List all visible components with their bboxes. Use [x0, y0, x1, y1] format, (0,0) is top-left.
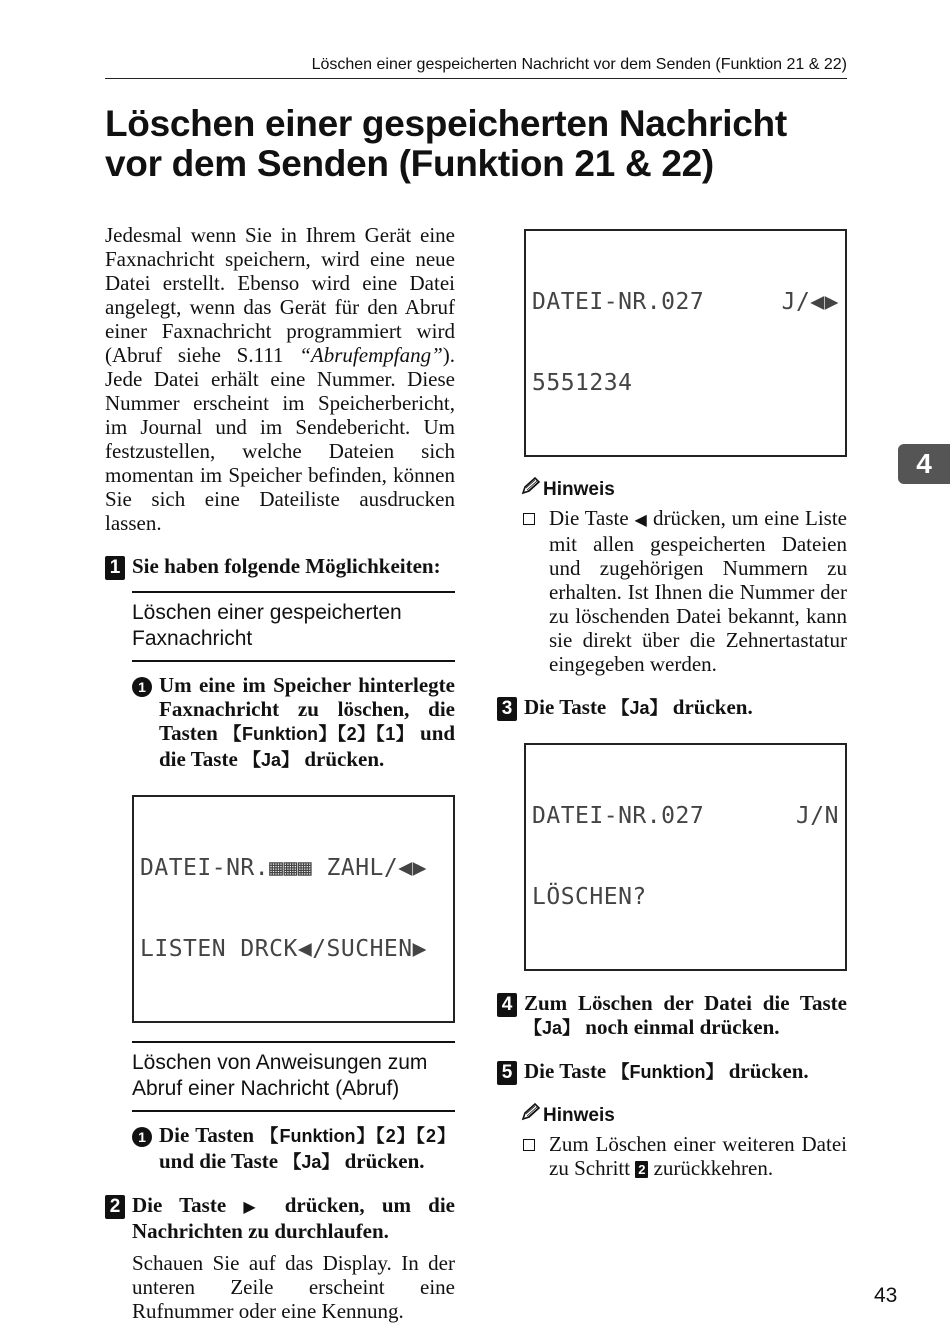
step-number: 3: [497, 697, 517, 721]
note-item: [521, 1132, 847, 1180]
right-column: [497, 229, 847, 1180]
option-title: Löschen von Anweisungen zum Abruf einer Nachricht (Abruf): [132, 1051, 428, 1100]
substep-2: [132, 1123, 455, 1175]
checkbox-bullet-icon: [523, 1139, 535, 1151]
substep-text: Die Tasten 【Funktion】【2】【2】 und die Taste 【Ja】 drücken.: [159, 1123, 456, 1173]
lcd-line-1: DATEI-NR.027 J/N: [532, 803, 839, 829]
option-box-2: [132, 1041, 455, 1112]
key-funktion: Funktion: [279, 1126, 356, 1146]
key-2: 2: [385, 1126, 396, 1146]
pencil-icon: [521, 477, 543, 502]
note-item: [521, 506, 847, 676]
step-text: Die Taste 【Ja】 drücken.: [524, 695, 753, 719]
page-title: [105, 104, 865, 184]
step-2: [105, 1193, 455, 1243]
key-ja: Ja: [542, 1018, 563, 1038]
lcd-line-2: 5551234: [532, 370, 633, 396]
lcd-display-list: [132, 795, 455, 1023]
option-title: Löschen einer gespeicherten Faxnachricht: [132, 601, 402, 650]
cross-reference: “Abrufempfang”: [299, 343, 443, 367]
step-number: 2: [105, 1195, 125, 1219]
step-5: [497, 1059, 847, 1085]
lcd-line-2: LISTEN DRCK◀/SUCHEN▶: [140, 936, 427, 962]
intro-text: Jedesmal wenn Sie in Ihrem Gerät eine Faxnachricht speichern, wird eine neue Datei erstellt. Ebenso wird eine Datei angelegt, wenn das Gerät für den Abruf einer Faxnachricht programmiert wird (Abruf siehe S.111: [105, 223, 455, 367]
header-rule: [105, 78, 847, 79]
lcd-line-1: DATEI-NR.027 J/◀▶: [532, 289, 839, 315]
note-2: [497, 1103, 847, 1180]
key-funktion: Funktion: [629, 1062, 706, 1082]
step-number: 4: [497, 993, 517, 1017]
step-4: [497, 991, 847, 1041]
step-3: [497, 695, 847, 721]
step-text: Zum Löschen der Datei die Taste 【Ja】 noch einmal drücken.: [524, 991, 847, 1039]
left-column: [105, 223, 455, 1323]
right-arrow-icon: ▶: [412, 936, 427, 962]
left-arrow-icon: ◀: [634, 510, 648, 529]
note-heading: Hinweis: [521, 1103, 847, 1128]
lcd-line-1: DATEI-NR.▦▦▦ ZAHL/◀▶: [140, 855, 427, 881]
note-1: [497, 477, 847, 676]
step-1: [105, 554, 455, 578]
key-2: 2: [425, 1126, 436, 1146]
chapter-tab: 4: [898, 444, 950, 484]
step-2-body: Schauen Sie auf das Display. In der unteren Zeile erscheint eine Rufnummer oder eine Kennung.: [132, 1251, 455, 1323]
note-text: Zum Löschen einer weiteren Datei zu Schritt 2 zurückkehren.: [549, 1132, 847, 1180]
substep-number: 1: [132, 1127, 152, 1147]
lcd-display-delete: [524, 743, 847, 971]
key-2: 2: [346, 724, 357, 744]
key-ja: Ja: [629, 698, 650, 718]
substep-number: 1: [132, 677, 152, 697]
key-ja: Ja: [301, 1152, 322, 1172]
step-number: 1: [105, 556, 125, 580]
checkbox-bullet-icon: [523, 513, 535, 525]
option-box-1: [132, 591, 455, 662]
pencil-icon: [521, 1103, 543, 1128]
step-reference-badge: 2: [635, 1161, 648, 1178]
title-line-2: vor dem Senden (Funktion 21 & 22): [105, 143, 714, 184]
step-text: Die Taste 【Funktion】 drücken.: [524, 1059, 809, 1083]
running-header: Löschen einer gespeicherten Nachricht vor dem Senden (Funktion 21 & 22): [311, 56, 847, 73]
step-number: 5: [497, 1061, 517, 1085]
substep-text: Um eine im Speicher hinterlegte Faxnachricht zu löschen, die Tasten 【Funktion】【2】【1】 und die Taste 【Ja】 drücken.: [159, 673, 456, 771]
left-right-arrow-icon: ◀▶: [810, 289, 839, 315]
note-text: Die Taste ◀ drücken, um eine Liste mit allen gespeicherten Dateien und zugehörigen Nummern zu erhalten. Ist Ihnen die Nummer der zu löschenden Datei bekannt, kann sie direkt über die Zehnertastatur eingegeben werden.: [549, 506, 847, 676]
title-line-1: Löschen einer gespeicherten Nachricht: [105, 103, 787, 144]
step-text: Die Taste ▶ drücken, um die Nachrichten zu durchlaufen.: [132, 1193, 455, 1243]
step-text: Sie haben folgende Möglichkeiten:: [132, 554, 441, 578]
note-heading: Hinweis: [521, 477, 847, 502]
left-right-arrow-icon: ◀▶: [398, 855, 427, 881]
intro-paragraph: [105, 223, 455, 535]
lcd-line-2: LÖSCHEN?: [532, 884, 647, 910]
intro-text-end: ). Jede Datei erhält eine Nummer. Diese Nummer erscheint im Speicherbericht, im Journal und im Sendebericht. Um festzustellen, welche Dateien sich momentan im Speicher befinden, können Sie sich eine Dateiliste ausdrucken lassen.: [105, 343, 455, 535]
key-1: 1: [385, 724, 396, 744]
key-funktion: Funktion: [242, 724, 319, 744]
lcd-display-file: [524, 229, 847, 457]
left-arrow-icon: ◀: [297, 936, 313, 962]
substep-1: [132, 673, 455, 773]
page-number: 43: [874, 1284, 898, 1307]
key-ja: Ja: [261, 750, 282, 770]
right-arrow-icon: ▶: [243, 1197, 268, 1216]
